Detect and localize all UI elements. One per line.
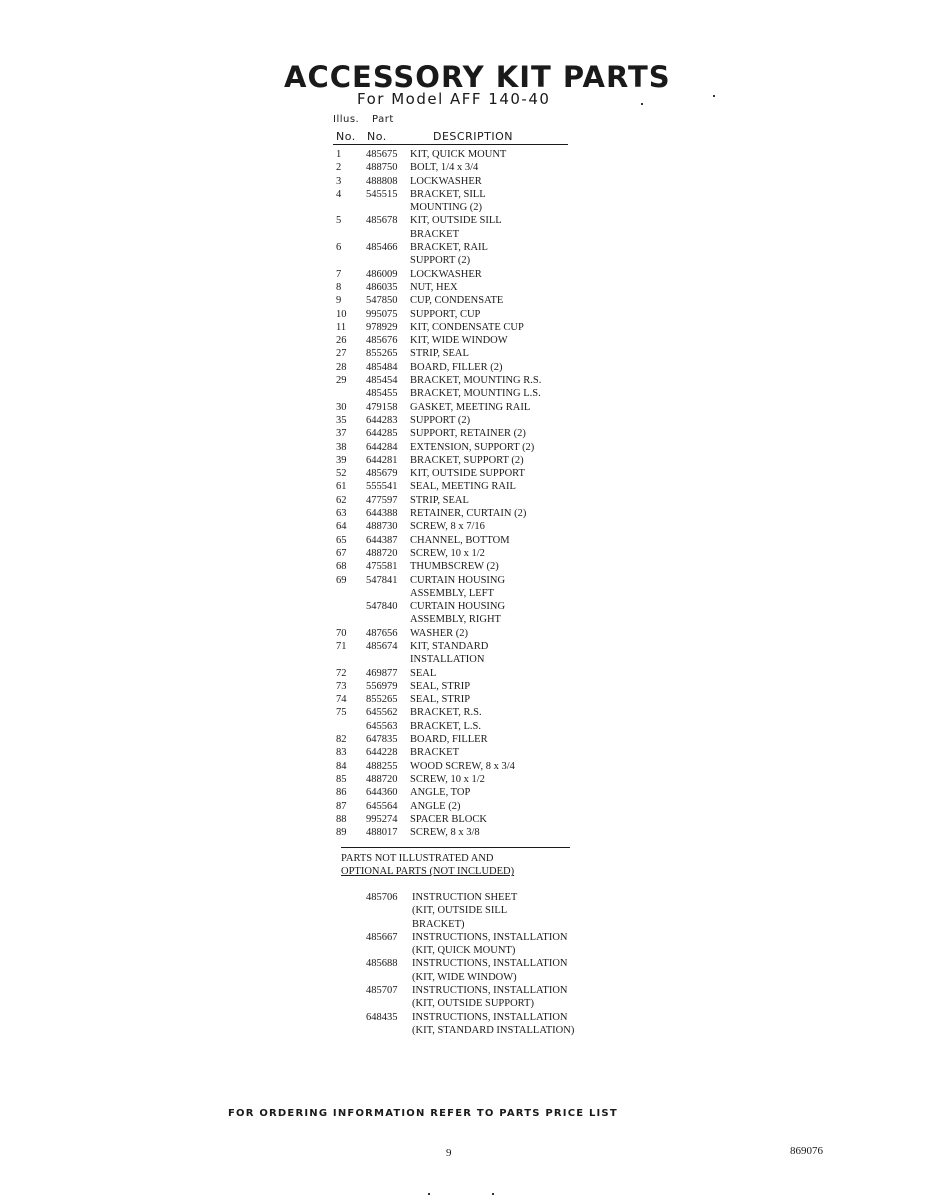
part-description: SCREW, 10 x 1/2 xyxy=(410,547,485,559)
note-line-1: PARTS NOT ILLUSTRATED AND xyxy=(341,853,494,864)
part-row xyxy=(336,534,576,547)
illus-no: 75 xyxy=(336,707,347,719)
part-description: NUT, HEX xyxy=(410,281,458,293)
part-no: 644228 xyxy=(366,747,398,759)
illus-no xyxy=(336,228,366,241)
part-no: 488730 xyxy=(366,521,398,533)
instruction-description: (KIT, QUICK MOUNT) xyxy=(412,945,516,957)
illus-no: 6 xyxy=(336,242,342,254)
part-row xyxy=(336,800,576,813)
part-header-label: Part xyxy=(372,114,394,125)
part-description: BOARD, FILLER xyxy=(410,734,488,746)
instruction-row xyxy=(366,891,606,904)
part-row xyxy=(336,507,576,520)
illus-no: 8 xyxy=(336,281,342,293)
part-description: SEAL, STRIP xyxy=(410,694,471,706)
illus-no: 29 xyxy=(336,375,347,387)
part-description: BOARD, FILLER (2) xyxy=(410,361,503,373)
part-row xyxy=(336,813,576,826)
part-description: STRIP, SEAL xyxy=(410,348,469,360)
part-row xyxy=(336,720,576,733)
part-no: 486009 xyxy=(366,268,398,280)
part-description: BRACKET, MOUNTING R.S. xyxy=(410,375,542,387)
part-description: LOCKWASHER xyxy=(410,268,482,280)
illus-no: 70 xyxy=(336,627,347,639)
part-no: 485675 xyxy=(366,149,398,160)
part-no: 488255 xyxy=(366,760,398,772)
instruction-description: (KIT, WIDE WINDOW) xyxy=(412,971,517,983)
illus-no: 4 xyxy=(336,188,342,200)
part-no: 486035 xyxy=(366,281,398,293)
illus-no: 82 xyxy=(336,734,347,746)
illus-no: 71 xyxy=(336,640,347,652)
part-row xyxy=(336,387,576,400)
part-no: 645562 xyxy=(366,707,398,719)
part-no: 485676 xyxy=(366,335,398,347)
instruction-description: INSTRUCTIONS, INSTALLATION xyxy=(412,958,568,970)
illus-no: 87 xyxy=(336,800,347,812)
part-no: 485466 xyxy=(366,242,398,254)
part-no: 644281 xyxy=(366,454,398,466)
illus-no: 83 xyxy=(336,747,347,759)
part-no xyxy=(366,228,410,241)
illus-header-label: Illus. xyxy=(333,114,360,125)
instruction-row xyxy=(366,1011,606,1024)
instruction-row xyxy=(366,971,606,984)
illus-no: 73 xyxy=(336,680,347,692)
part-no: 488750 xyxy=(366,162,398,174)
part-description: KIT, CONDENSATE CUP xyxy=(410,321,524,333)
part-row xyxy=(336,427,576,440)
part-no: 555541 xyxy=(366,481,398,493)
illus-no: 67 xyxy=(336,547,347,559)
part-row xyxy=(336,454,576,467)
illus-no: 39 xyxy=(336,454,347,466)
part-no xyxy=(366,587,410,600)
instruction-row xyxy=(366,918,606,931)
part-no: 644387 xyxy=(366,534,398,546)
scan-speck xyxy=(492,1193,494,1195)
illus-no: 65 xyxy=(336,534,347,546)
part-description: CHANNEL, BOTTOM xyxy=(410,534,510,546)
instruction-part-no: 485667 xyxy=(366,931,398,943)
instruction-part-no xyxy=(366,918,412,931)
part-no: 644283 xyxy=(366,414,398,426)
part-description: BRACKET, R.S. xyxy=(410,707,482,719)
part-row xyxy=(336,441,576,454)
part-row xyxy=(336,347,576,360)
part-description: KIT, WIDE WINDOW xyxy=(410,335,508,347)
part-no: 644388 xyxy=(366,508,398,520)
scan-speck xyxy=(713,95,715,97)
part-description: CUP, CONDENSATE xyxy=(410,295,504,307)
illus-no xyxy=(336,587,366,600)
instruction-part-no xyxy=(366,904,412,917)
part-no: 645564 xyxy=(366,800,398,812)
part-no: 485484 xyxy=(366,361,398,373)
model-subtitle: For Model AFF 140-40 xyxy=(357,90,551,108)
instructions-list xyxy=(366,891,606,1037)
illus-no: 9 xyxy=(336,295,342,307)
part-no: 855265 xyxy=(366,694,398,706)
scan-speck xyxy=(428,1193,430,1195)
scan-speck xyxy=(641,103,643,105)
illus-no: 3 xyxy=(336,175,342,187)
illus-no: 69 xyxy=(336,574,347,586)
part-description: SEAL, STRIP xyxy=(410,680,471,692)
description-column-header: DESCRIPTION xyxy=(433,130,513,143)
part-row xyxy=(336,693,576,706)
part-no: 545515 xyxy=(366,188,398,200)
part-row xyxy=(336,786,576,799)
instruction-row xyxy=(366,931,606,944)
part-description: INSTALLATION xyxy=(410,654,485,666)
part-row xyxy=(336,201,576,214)
instruction-part-no: 485688 xyxy=(366,958,398,970)
illus-no: 35 xyxy=(336,414,347,426)
part-row xyxy=(336,520,576,533)
part-row xyxy=(336,667,576,680)
part-row xyxy=(336,281,576,294)
part-description: THUMBSCREW (2) xyxy=(410,561,499,573)
illus-no: 5 xyxy=(336,215,342,227)
illus-no xyxy=(336,653,366,666)
instruction-description: BRACKET) xyxy=(412,918,465,930)
part-no: 485679 xyxy=(366,468,398,480)
instruction-row xyxy=(366,904,606,917)
part-description: KIT, STANDARD xyxy=(410,640,489,652)
part-row xyxy=(336,294,576,307)
illus-no: 84 xyxy=(336,760,347,772)
part-no: 995075 xyxy=(366,308,398,320)
illus-no: 72 xyxy=(336,667,347,679)
illus-no: 2 xyxy=(336,162,342,174)
part-no: 978929 xyxy=(366,321,398,333)
part-row xyxy=(336,640,576,653)
part-no: 488720 xyxy=(366,547,398,559)
part-row xyxy=(336,268,576,281)
part-description: MOUNTING (2) xyxy=(410,202,483,214)
part-description: BRACKET, MOUNTING L.S. xyxy=(410,388,541,400)
instruction-description: (KIT, OUTSIDE SUPPORT) xyxy=(412,998,534,1010)
instruction-row xyxy=(366,957,606,970)
part-no: 485678 xyxy=(366,215,398,227)
part-description: BRACKET, L.S. xyxy=(410,720,481,732)
part-row xyxy=(336,214,576,227)
part-description: BRACKET xyxy=(410,747,460,759)
header-rule xyxy=(333,144,568,145)
part-no xyxy=(366,613,410,626)
part-description: CURTAIN HOUSING xyxy=(410,601,506,613)
part-no: 487656 xyxy=(366,627,398,639)
part-description: CURTAIN HOUSING xyxy=(410,574,506,586)
part-description: RETAINER, CURTAIN (2) xyxy=(410,508,527,520)
page-number: 9 xyxy=(446,1147,452,1159)
part-no: 488720 xyxy=(366,773,398,785)
part-no: 479158 xyxy=(366,401,398,413)
part-no: 488017 xyxy=(366,827,398,839)
part-description: ASSEMBLY, LEFT xyxy=(410,587,494,599)
illus-no: 11 xyxy=(336,321,347,333)
illus-no: 37 xyxy=(336,428,347,440)
illus-no: 52 xyxy=(336,468,347,480)
part-description: KIT, OUTSIDE SUPPORT xyxy=(410,468,525,480)
part-description: SCREW, 8 x 7/16 xyxy=(410,521,485,533)
part-row xyxy=(336,760,576,773)
part-row xyxy=(336,826,576,839)
part-row xyxy=(336,148,576,161)
part-row xyxy=(336,600,576,613)
instruction-description: INSTRUCTIONS, INSTALLATION xyxy=(412,985,568,997)
part-description: SUPPORT, RETAINER (2) xyxy=(410,428,526,440)
section-rule xyxy=(341,847,570,848)
part-description: ANGLE (2) xyxy=(410,800,461,812)
part-description: STRIP, SEAL xyxy=(410,494,469,506)
part-no xyxy=(366,653,410,666)
part-description: KIT, QUICK MOUNT xyxy=(410,149,507,160)
part-row xyxy=(336,161,576,174)
illus-no: 89 xyxy=(336,827,347,839)
no-column-header: No. xyxy=(336,130,356,143)
part-row xyxy=(336,587,576,600)
part-row xyxy=(336,706,576,719)
part-no-column-header: No. xyxy=(367,130,387,143)
part-description: BRACKET xyxy=(410,228,460,240)
part-description: WASHER (2) xyxy=(410,627,469,639)
part-row xyxy=(336,321,576,334)
part-no: 855265 xyxy=(366,348,398,360)
part-no: 485455 xyxy=(366,388,398,400)
part-description: SUPPORT, CUP xyxy=(410,308,481,320)
illus-no: 30 xyxy=(336,401,347,413)
instruction-description: (KIT, OUTSIDE SILL xyxy=(412,905,508,917)
part-description: SUPPORT (2) xyxy=(410,414,471,426)
instruction-row xyxy=(366,944,606,957)
illus-no: 61 xyxy=(336,481,347,493)
part-description: BOLT, 1/4 x 3/4 xyxy=(410,162,479,174)
part-no xyxy=(366,254,410,267)
part-row xyxy=(336,361,576,374)
illus-no xyxy=(336,387,366,400)
part-description: ASSEMBLY, RIGHT xyxy=(410,614,501,626)
illus-no xyxy=(336,720,366,733)
part-no: 485454 xyxy=(366,375,398,387)
part-description: ANGLE, TOP xyxy=(410,787,471,799)
part-row xyxy=(336,175,576,188)
instruction-description: INSTRUCTION SHEET xyxy=(412,892,518,903)
illus-no xyxy=(336,600,366,613)
part-row xyxy=(336,401,576,414)
part-row xyxy=(336,494,576,507)
part-no: 644285 xyxy=(366,428,398,440)
illus-no: 7 xyxy=(336,268,342,280)
part-row xyxy=(336,680,576,693)
illus-no: 28 xyxy=(336,361,347,373)
part-no: 475581 xyxy=(366,561,398,573)
instruction-part-no: 485707 xyxy=(366,985,398,997)
instruction-row xyxy=(366,984,606,997)
part-no: 556979 xyxy=(366,680,398,692)
part-description: SPACER BLOCK xyxy=(410,813,487,825)
instruction-row xyxy=(366,997,606,1010)
part-row xyxy=(336,467,576,480)
instruction-description: (KIT, STANDARD INSTALLATION) xyxy=(412,1024,575,1036)
illus-no xyxy=(336,613,366,626)
illus-no: 64 xyxy=(336,521,347,533)
part-no xyxy=(366,201,410,214)
part-row xyxy=(336,627,576,640)
instruction-description: INSTRUCTIONS, INSTALLATION xyxy=(412,931,568,943)
part-description: GASKET, MEETING RAIL xyxy=(410,401,531,413)
instruction-part-no xyxy=(366,1024,412,1037)
part-row xyxy=(336,733,576,746)
part-no: 469877 xyxy=(366,667,398,679)
part-no: 645563 xyxy=(366,720,398,732)
part-no: 547841 xyxy=(366,574,398,586)
part-row xyxy=(336,547,576,560)
parts-list xyxy=(336,148,576,839)
instruction-part-no xyxy=(366,997,412,1010)
illus-no: 10 xyxy=(336,308,347,320)
part-description: SCREW, 8 x 3/8 xyxy=(410,827,480,839)
part-no: 547840 xyxy=(366,601,398,613)
instruction-description: INSTRUCTIONS, INSTALLATION xyxy=(412,1011,568,1023)
part-no: 488808 xyxy=(366,175,398,187)
instruction-row xyxy=(366,1024,606,1037)
part-row xyxy=(336,334,576,347)
illus-no: 27 xyxy=(336,348,347,360)
instruction-part-no: 485706 xyxy=(366,892,398,903)
part-description: BRACKET, SUPPORT (2) xyxy=(410,454,524,466)
part-row xyxy=(336,560,576,573)
part-description: BRACKET, SILL xyxy=(410,188,486,200)
illus-no: 1 xyxy=(336,149,342,160)
page-title: ACCESSORY KIT PARTS xyxy=(284,60,671,94)
illus-no: 26 xyxy=(336,335,347,347)
part-no: 547850 xyxy=(366,295,398,307)
illus-no xyxy=(336,254,366,267)
part-description: EXTENSION, SUPPORT (2) xyxy=(410,441,535,453)
part-row xyxy=(336,746,576,759)
part-row xyxy=(336,308,576,321)
optional-parts-note xyxy=(341,852,514,879)
part-no: 995274 xyxy=(366,813,398,825)
part-no: 477597 xyxy=(366,494,398,506)
illus-no: 38 xyxy=(336,441,347,453)
part-description: SCREW, 10 x 1/2 xyxy=(410,773,485,785)
illus-no: 74 xyxy=(336,694,347,706)
part-no: 644360 xyxy=(366,787,398,799)
illus-no: 62 xyxy=(336,494,347,506)
part-row xyxy=(336,188,576,201)
part-no: 485674 xyxy=(366,640,398,652)
part-row xyxy=(336,574,576,587)
part-description: LOCKWASHER xyxy=(410,175,482,187)
part-no: 644284 xyxy=(366,441,398,453)
illus-no xyxy=(336,201,366,214)
part-row xyxy=(336,480,576,493)
illus-no: 85 xyxy=(336,773,347,785)
part-row xyxy=(336,414,576,427)
part-row xyxy=(336,228,576,241)
part-row xyxy=(336,254,576,267)
part-no: 647835 xyxy=(366,734,398,746)
part-row xyxy=(336,653,576,666)
part-description: WOOD SCREW, 8 x 3/4 xyxy=(410,760,515,772)
part-description: SUPPORT (2) xyxy=(410,255,471,267)
part-row xyxy=(336,613,576,626)
part-row xyxy=(336,773,576,786)
illus-no: 86 xyxy=(336,787,347,799)
part-description: BRACKET, RAIL xyxy=(410,242,488,254)
part-description: SEAL, MEETING RAIL xyxy=(410,481,516,493)
part-description: KIT, OUTSIDE SILL xyxy=(410,215,502,227)
ordering-footer: FOR ORDERING INFORMATION REFER TO PARTS PRICE LIST xyxy=(228,1108,618,1119)
document-number: 869076 xyxy=(790,1145,823,1157)
part-description: SEAL xyxy=(410,667,437,679)
illus-no: 68 xyxy=(336,561,347,573)
instruction-part-no xyxy=(366,944,412,957)
instruction-part-no xyxy=(366,971,412,984)
part-row xyxy=(336,374,576,387)
part-row xyxy=(336,241,576,254)
instruction-part-no: 648435 xyxy=(366,1011,398,1023)
illus-no: 88 xyxy=(336,813,347,825)
illus-no: 63 xyxy=(336,508,347,520)
note-line-2: OPTIONAL PARTS (NOT INCLUDED) xyxy=(341,866,515,878)
